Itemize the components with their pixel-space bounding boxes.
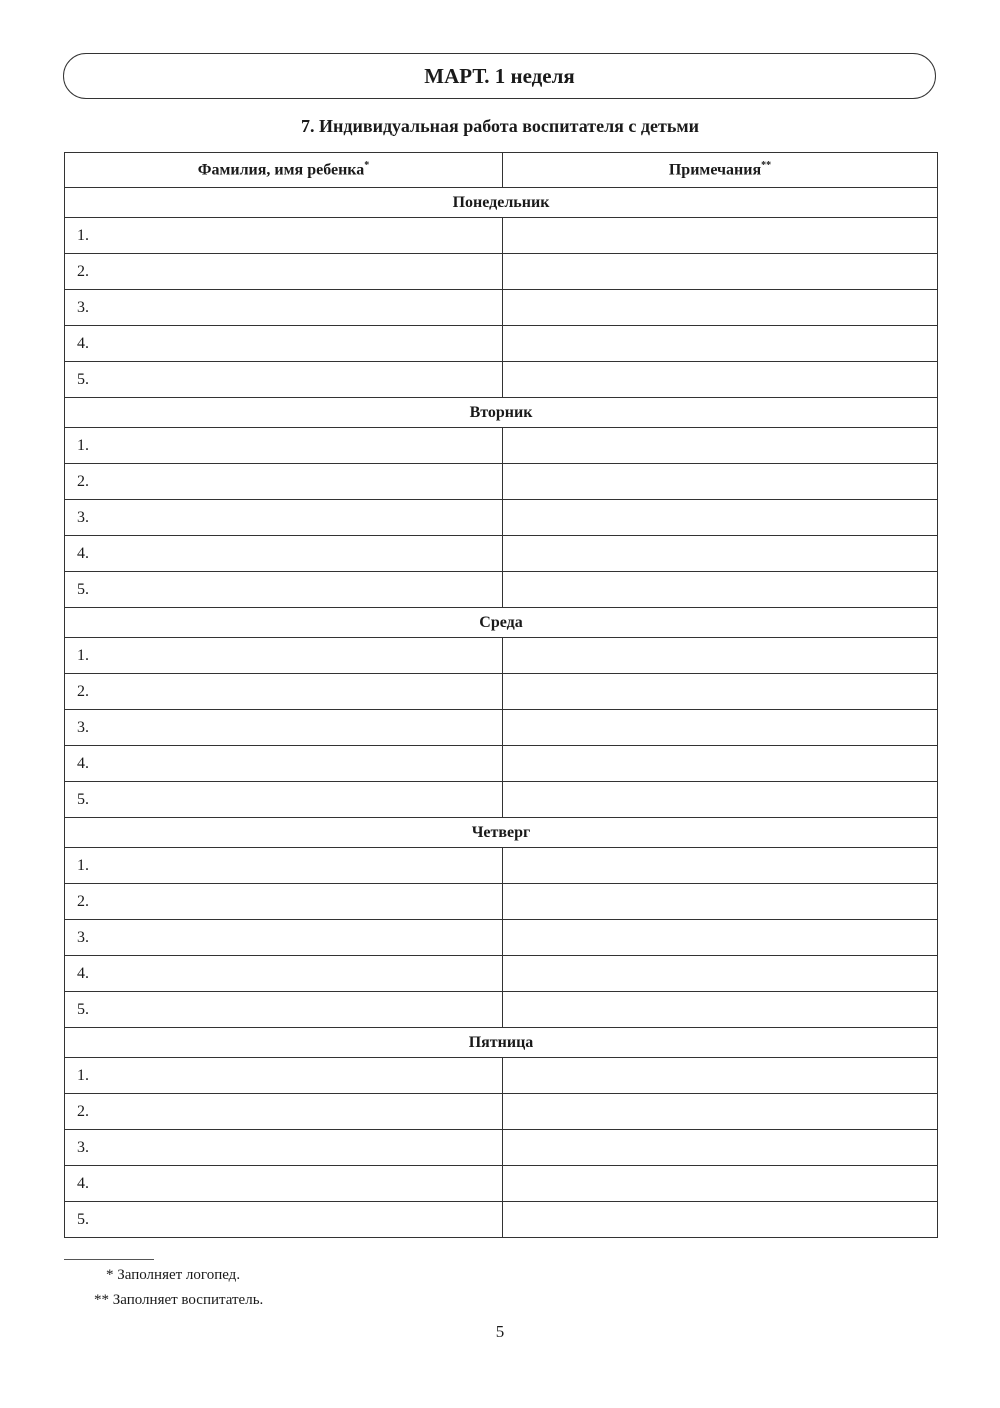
child-name-cell[interactable]: 2. xyxy=(65,884,503,920)
table-row xyxy=(65,254,938,290)
child-name-cell[interactable]: 4. xyxy=(65,746,503,782)
notes-cell[interactable] xyxy=(503,464,938,500)
table-row xyxy=(65,746,938,782)
notes-cell[interactable] xyxy=(503,674,938,710)
table-row xyxy=(65,956,938,992)
table-row xyxy=(65,884,938,920)
notes-cell[interactable] xyxy=(503,1058,938,1094)
child-name-cell[interactable]: 2. xyxy=(65,1094,503,1130)
notes-cell[interactable] xyxy=(503,746,938,782)
table-row xyxy=(65,326,938,362)
child-name-cell[interactable]: 3. xyxy=(65,920,503,956)
table-row xyxy=(65,1130,938,1166)
notes-cell[interactable] xyxy=(503,326,938,362)
table-row xyxy=(65,290,938,326)
table-row xyxy=(65,710,938,746)
page-title: МАРТ. 1 неделя xyxy=(424,63,575,88)
notes-cell[interactable] xyxy=(503,254,938,290)
table-row xyxy=(65,536,938,572)
table-row xyxy=(65,500,938,536)
table-row xyxy=(65,848,938,884)
notes-cell[interactable] xyxy=(503,290,938,326)
notes-cell[interactable] xyxy=(503,848,938,884)
notes-cell[interactable] xyxy=(503,1130,938,1166)
table-row xyxy=(65,428,938,464)
child-name-cell[interactable]: 1. xyxy=(65,638,503,674)
child-name-cell[interactable]: 3. xyxy=(65,710,503,746)
child-name-cell[interactable]: 4. xyxy=(65,956,503,992)
table-row xyxy=(65,992,938,1028)
notes-cell[interactable] xyxy=(503,638,938,674)
table-row xyxy=(65,1094,938,1130)
table-row xyxy=(65,218,938,254)
child-name-cell[interactable]: 1. xyxy=(65,1058,503,1094)
notes-cell[interactable] xyxy=(503,710,938,746)
child-name-cell[interactable]: 4. xyxy=(65,326,503,362)
footnote-divider xyxy=(64,1259,154,1260)
notes-cell[interactable] xyxy=(503,536,938,572)
notes-cell[interactable] xyxy=(503,218,938,254)
notes-cell[interactable] xyxy=(503,362,938,398)
column-header-child-name: Фамилия, имя ребенка* xyxy=(65,153,503,188)
notes-cell[interactable] xyxy=(503,920,938,956)
day-label: Среда xyxy=(65,608,938,638)
notes-cell[interactable] xyxy=(503,500,938,536)
day-label: Пятница xyxy=(65,1028,938,1058)
table-row xyxy=(65,1202,938,1238)
notes-cell[interactable] xyxy=(503,992,938,1028)
table-row xyxy=(65,572,938,608)
work-plan-table xyxy=(64,152,938,1238)
child-name-cell[interactable]: 3. xyxy=(65,1130,503,1166)
table-row xyxy=(65,1058,938,1094)
child-name-cell[interactable]: 1. xyxy=(65,848,503,884)
child-name-cell[interactable]: 5. xyxy=(65,572,503,608)
day-row xyxy=(65,398,938,428)
day-row xyxy=(65,608,938,638)
table-row xyxy=(65,464,938,500)
day-row xyxy=(65,188,938,218)
table-row xyxy=(65,674,938,710)
child-name-cell[interactable]: 4. xyxy=(65,536,503,572)
child-name-cell[interactable]: 2. xyxy=(65,674,503,710)
table-row xyxy=(65,782,938,818)
table-row xyxy=(65,638,938,674)
notes-cell[interactable] xyxy=(503,884,938,920)
notes-cell[interactable] xyxy=(503,1094,938,1130)
child-name-cell[interactable]: 5. xyxy=(65,992,503,1028)
child-name-cell[interactable]: 5. xyxy=(65,1202,503,1238)
notes-cell[interactable] xyxy=(503,428,938,464)
notes-cell[interactable] xyxy=(503,1202,938,1238)
page-number: 5 xyxy=(495,1322,505,1341)
table-header-row xyxy=(65,153,938,188)
child-name-cell[interactable]: 5. xyxy=(65,362,503,398)
footnote-speech-therapist: * Заполняет логопед. xyxy=(106,1267,241,1283)
notes-cell[interactable] xyxy=(503,572,938,608)
child-name-cell[interactable]: 2. xyxy=(65,254,503,290)
footnote-teacher: ** Заполняет воспитатель. xyxy=(94,1292,264,1308)
notes-cell[interactable] xyxy=(503,1166,938,1202)
child-name-cell[interactable]: 2. xyxy=(65,464,503,500)
column-header-notes: Примечания** xyxy=(503,153,938,188)
day-label: Вторник xyxy=(65,398,938,428)
day-label: Понедельник xyxy=(65,188,938,218)
day-row xyxy=(65,1028,938,1058)
table-row xyxy=(65,920,938,956)
header-box xyxy=(63,53,936,99)
section-title: 7. Индивидуальная работа воспитателя с детьми xyxy=(301,116,699,136)
child-name-cell[interactable]: 3. xyxy=(65,290,503,326)
notes-cell[interactable] xyxy=(503,782,938,818)
child-name-cell[interactable]: 1. xyxy=(65,428,503,464)
child-name-cell[interactable]: 4. xyxy=(65,1166,503,1202)
day-row xyxy=(65,818,938,848)
child-name-cell[interactable]: 1. xyxy=(65,218,503,254)
table-row xyxy=(65,1166,938,1202)
day-label: Четверг xyxy=(65,818,938,848)
notes-cell[interactable] xyxy=(503,956,938,992)
child-name-cell[interactable]: 5. xyxy=(65,782,503,818)
table-row xyxy=(65,362,938,398)
child-name-cell[interactable]: 3. xyxy=(65,500,503,536)
table-body xyxy=(65,188,938,1238)
